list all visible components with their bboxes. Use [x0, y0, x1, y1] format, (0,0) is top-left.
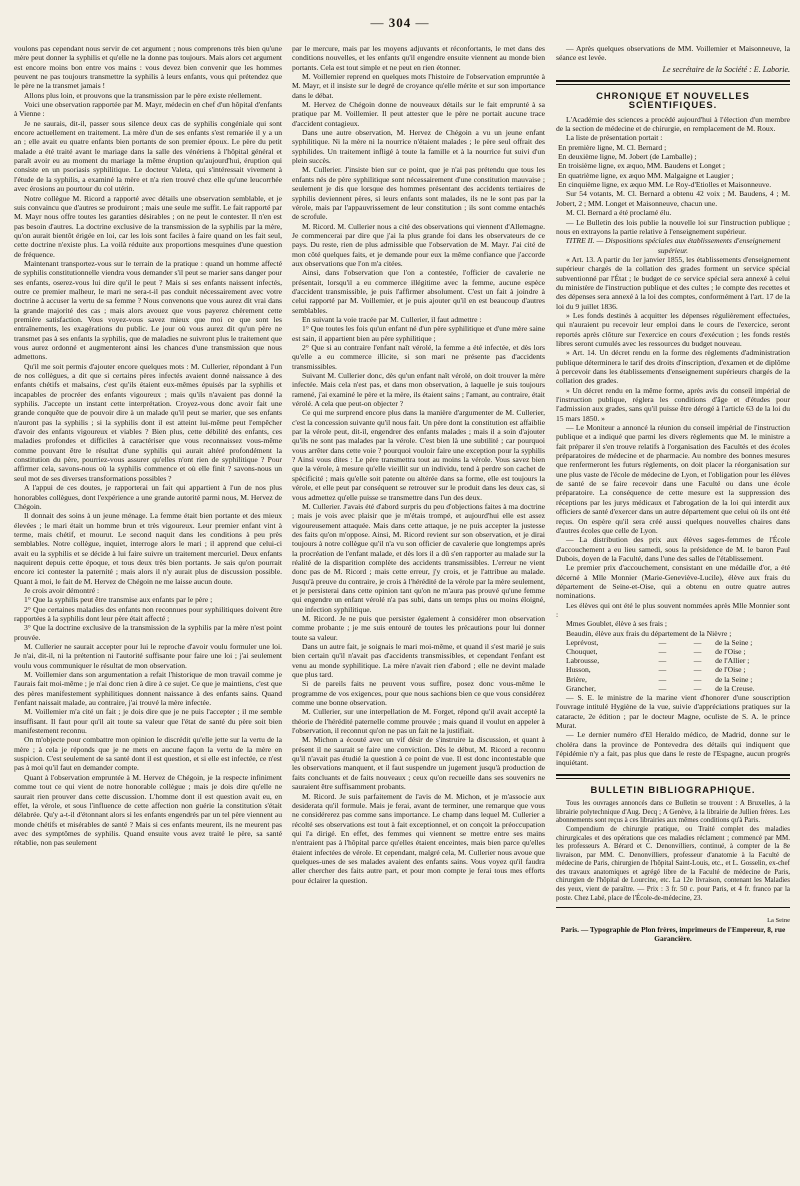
- ditto-mark: —: [693, 637, 702, 647]
- table-row: [556, 684, 790, 693]
- footer-city: La Seine: [767, 917, 790, 925]
- footer-printer: Paris. — Typographie de Plon frères, imprimeurs de l'Empereur, 8, rue Garancière.: [560, 925, 786, 944]
- table-row: [556, 629, 790, 638]
- divider: [556, 774, 790, 779]
- paragraph: M. Michon a écouté avec un vif désir de s'instruire la discussion, et quant à présent il ne saurait se faire une conviction. Dès le début, M. Ricord a reconnu qu'il n'avait pas étudié la question à ce point de vue. Il est donc incontestable que les observations manquent, et il faut suspendre un jugement jusqu'à production de faits concluants et de faits nouveaux ; ceux qu'on recueille dans ses souvenirs ne sauraient être suffisamment probants.: [292, 735, 545, 792]
- ditto-mark: —: [658, 647, 667, 657]
- paragraph: Allons plus loin, et prouvons que la transmission par le père existe réellement.: [24, 90, 262, 100]
- paragraph: M. Voillemier dans son argumentation a refait l'historique de mon travail comme je l'aurais fait moi-même ; je n'ai donc rien à dire à ce sujet. Ce que je maintiens, c'est que des pères manifestement syphilitiques donnent naissance à des enfants sains. Quand l'enfant naissait malade, au contraire, j'ai trouvé la mère infectée.: [14, 670, 282, 708]
- law-title: TITRE II. — Dispositions spéciales aux établissements d'enseignement supérieur.: [565, 236, 781, 255]
- paragraph: Dans une autre observation, M. Hervez de Chégoin a vu un jeune enfant syphilitique. Ni la mère ni la nourrice n'étaient malades ; le père seul offrait des syphilides. Un traitement infligé à toute la famille et à la nourrice fut suivi d'un plein succès.: [292, 128, 545, 166]
- paragraph: On m'objecte pour combattre mon opinion le discrédit qu'elle jette sur la vertu de la mère ; à cela je réponds que je ne mets en aucune façon la vertu de la mère en suspicion. C'est seulement de sa santé dont il est question, et si elle est infectée, ce n'est pas à moi qu'il faut en demander compte.: [14, 735, 282, 773]
- nominee-dep: élève aux frais du département de la Nièvre ;: [595, 628, 732, 638]
- paragraph: voulons pas cependant nous servir de cet argument ; nous comprenons très bien qu'une mère peut donner la syphilis et qu'elle ne la donne pas toujours. Mais alors cet argument est encore moins bon entre vos mains : vous devez bien convenir que les hommes peuvent ne pas toujours transmettre la syphilis à leurs enfants, vous qui prétendez que le père ne la transmet jamais !: [14, 44, 282, 91]
- list-item: En quatrième ligne, ex æquo MM. Malgaigne et Laugier ;: [558, 170, 734, 180]
- paragraph: M. Ricord. Je suis parfaitement de l'avis de M. Michon, et je m'associe aux desiderata qu'il formule. Mais je ferai, avant de terminer, une remarque que vous ne considérerez pas comme sans importance. Le champ dans lequel M. Cullerier a récolté ses observations est tout à fait exceptionnel, et on conçoit la préoccupation qui l'a dirigé. En effet, des femmes qui viennent se mettre entre ses mains n'entraient pas à l'hôpital parce qu'elles étaient enceintes, mais bien parce qu'elles étaient infectées de vérole. Et cependant, malgré cela, M. Cullerier nous avoue que quelques-unes de ses malades avaient des enfants sains. Vous voyez qu'il faudra aller chercher des faits autre part, et pour mon compte je ferai tous mes efforts pour éclairer la question.: [292, 791, 545, 885]
- ditto-mark: —: [658, 637, 667, 647]
- bulletin-intro: Tous les ouvrages annoncés dans ce Bulletin se trouvent : A Bruxelles, à la librairie polytechnique d'Aug. Decq ; A Genève, à la librairie de Jullien frères. Les abonnements sont reçus à ces librairies aux mêmes conditions qu'à Paris.: [556, 799, 790, 825]
- list-item: En deuxième ligne, M. Jobert (de Lamballe) ;: [558, 152, 697, 162]
- paragraph: « Art. 13. A partir du 1er janvier 1855, les établissements d'enseignement supérieur chargés de la collation des grades forment un service spécial subventionné par l'État ; le budget de ce service spécial sera annexé à celui du ministère de l'instruction publique et des cultes ; le compte des recettes et des dépenses sera annexé à la loi des comptes, conformément à l'art. 17 de la loi du 9 juillet 1836.: [556, 254, 790, 311]
- list-item: En première ligne, M. Cl. Bernard ;: [558, 142, 667, 152]
- paragraph: M. Cullerier. J'insiste bien sur ce point, que je n'ai pas prétendu que tous les enfants nés de père syphilitique sont nécessairement d'une constitution mauvaise ; seulement je dis que lorsque des hommes présentant des accidents tertiaires de syphilis deviennent pères, si leurs enfants sont malades, ils ne le sont pas par la vérole, mais par l'appauvrissement de leur constitution ; ils sont comme entachés de scrofule.: [292, 165, 545, 222]
- paragraph: Le premier prix d'accouchement, consistant en une médaille d'or, a été décerné à Mlle Monnier (Marie-Geneviève-Lucile), élève aux frais du département de Seine-et-Oise, qui a obtenu en outre quatre autres nominations.: [556, 563, 790, 601]
- table-row: [556, 675, 790, 684]
- paragraph: Suivant M. Cullerier donc, dès qu'un enfant naît vérolé, on doit trouver la mère infectée. Mais cela n'est pas, et dans mon observation, à laquelle je suis toujours ramené, j'ai examiné le père et la mère, ils étaient sains ; l'amant, au contraire, était vérolé. A cela que peut-on objecter ?: [292, 371, 545, 409]
- column-2: [292, 44, 545, 1172]
- ditto-mark: —: [658, 674, 667, 684]
- candidate-list: [556, 143, 790, 190]
- paragraph: 3° Que la doctrine exclusive de la transmission de la syphilis par la mère n'est point prouvée.: [14, 623, 282, 642]
- paragraph: Je crois avoir démontré :: [24, 585, 100, 595]
- divider: [556, 80, 790, 85]
- nominee-name: Chouquet,: [566, 647, 598, 657]
- ditto-mark: —: [693, 665, 702, 675]
- ditto-mark: —: [693, 683, 702, 693]
- paragraph: » Un décret rendu en la même forme, après avis du conseil impérial de l'instruction publique, réglera les conditions d'âge et d'études pour l'admission aux grades, sans qu'il puisse être dérogé à l'article 63 de la loi du 15 mars 1850. »: [556, 385, 790, 423]
- table-row: [556, 647, 790, 656]
- paragraph: par le mercure, mais par les moyens adjuvants et réconfortants, le met dans des conditions nouvelles, et les enfants qu'il engendre ensuite viennent au monde bien portants. Cela est tout simple et ne peut en rien étonner.: [292, 44, 545, 72]
- paragraph: M. Voillemier reprend en quelques mots l'histoire de l'observation empruntée à M. Mayr, et il insiste sur le degré de croyance qu'elle mérite et sur son importance dans le débat.: [292, 72, 545, 100]
- divider: [556, 907, 790, 908]
- paragraph: La liste de présentation portait :: [566, 133, 663, 143]
- nominee-dep: de la Seine ;: [715, 674, 753, 684]
- list-item: En troisième ligne, ex æquo, MM. Baudens et Longet ;: [558, 161, 726, 171]
- paragraph: M. Cullerier. J'avais été d'abord surpris du peu d'objections faites à ma doctrine ; mais je vois avec plaisir que je m'étais trompé, et aujourd'hui elle est assez vigoureusement attaquée. Mais dans cette attaque, je ne puis accepter la justesse des faits qu'on m'oppose. Ainsi, M. Ricord revient sur son observation, et je dirai toujours à notre collègue qu'il n'a vu son officier de cavalerie que longtemps après la procréation de l'enfant malade, et dès lors il a dû s'en rapporter au malade sur la réalité de la disparition complète des accidents transmissibles. L'erreur ne vient donc pas de M. Ricord ; mais cette erreur, j'y crois, et je l'attribue au malade. Jusqu'à preuve du contraire, je crois à l'hérédité de la vérole par la mère seulement, et je persisterai dans cette opinion tant qu'on ne m'aura pas prouvé qu'une femme qui engendre un enfant vérolé n'a pas subi, dans un temps plus ou moins éloigné, une infection syphilitique.: [292, 501, 545, 614]
- paragraph: M. Ricord. M. Cullerier nous a cité des observations qui viennent d'Allemagne. Je commencerai par dire que j'ai la plus grande foi dans les observateurs de ce pays. Du reste, rien de plus admissible que l'observation de M. Mayr. J'ai cité de mon côté quelques faits, et je demande pour eux la même confiance que j'accorde aux observations que l'on m'a citées.: [292, 221, 545, 268]
- page-number: — 304 —: [0, 15, 800, 31]
- nominee-name: Beaudin,: [566, 628, 594, 638]
- ditto-mark: —: [658, 683, 667, 693]
- paragraph: 2° Que si au contraire l'enfant naît vérolé, la femme a été infectée, et dès lors qu'elle a eu commerce illicite, si son mari ne présente pas d'accidents transmissibles.: [292, 343, 545, 371]
- paragraph: Ainsi, dans l'observation que l'on a contestée, l'officier de cavalerie ne présentait, lorsqu'il a eu commerce illégitime avec la femme, aucune espèce d'accident transmissible, je puis l'affirmer absolument. C'est un fait à joindre à celui rapporté par M. Voillemier, et je puis ajouter qu'il en est beaucoup d'autres semblables.: [292, 268, 545, 315]
- paragraph: — Le Moniteur a annoncé la réunion du conseil impérial de l'instruction publique et a indiqué que parmi les divers règlements que M. le ministre a fait préparer il s'en trouve relatifs à l'organisation des Facultés et des écoles préparatoires de médecine et de pharmacie. Au nombre des bonnes mesures que renfermeront les futurs règlements, on doit placer la réorganisation sur une plus vaste de l'école de médecine de Lyon, et l'obligation pour les élèves de santé de se faire recevoir dans une Faculté ou dans une école préparatoire. La conséquence de cette mesure est la suppression des réceptions par les jurys médicaux et l'abrogation de la loi qui interdit aux officiers de santé d'exercer dans un autre département que celui où ils ont été reçus. On espère qu'il sera créé aussi quelques nouvelles chaires dans d'autres écoles que celle de Lyon.: [556, 423, 790, 535]
- table-row: [556, 656, 790, 665]
- paragraph: Il donnait des soins à un jeune ménage. La femme était bien portante et des mieux élevées ; le mari était un homme brun et très vigoureux. Leur premier enfant vint à terme, mais chétif, et mourut. Le second naquit dans les conditions à peu près semblables. Notre collègue, inquiet, interroge alors le mari ; il apprend que celui-ci avait eu la syphilis et se décide à lui faire suivre un traitement mercuriel. Deux enfants naquirent depuis cette époque, et tous deux très bien portants. Je sais qu'on pourrait encore ici contester la paternité ; mais alors il n'y aurait plus de discussion possible. Quant à moi, le fait de M. Hervez de Chégoin ne me laisse aucun doute.: [14, 511, 282, 586]
- bulletin-title: BULLETIN BIBLIOGRAPHIQUE.: [590, 783, 756, 795]
- closing-note: — Après quelques observations de MM. Voillemier et Maisonneuve, la séance est levée.: [556, 44, 790, 63]
- paragraph: — S. E. le ministre de la marine vient d'honorer d'une souscription l'ouvrage intitulé Hygiène de la vue, suivie d'appréciations pratiques sur la cataracte, 2e édition ; par le docteur Magne, oculiste de S. A. le prince Murat.: [556, 693, 790, 731]
- column-1: [14, 44, 282, 1172]
- nominee-name: Husson,: [566, 665, 591, 675]
- paragraph: » Les fonds destinés à acquitter les dépenses régulièrement effectuées, qui n'auraient pu recevoir leur emploi dans le cours de l'exercice, seront reportés après clôture sur l'exercice en cours d'exécution ; les fonds restés libres seront cumulés avec les ressources du budget nouveau.: [556, 310, 790, 348]
- nominee-name: Brière,: [566, 674, 587, 684]
- nominee-dep: de la Seine ;: [715, 637, 753, 647]
- paragraph: En suivant la voie tracée par M. Cullerier, il faut admettre :: [302, 314, 482, 324]
- table-row: [556, 665, 790, 674]
- ditto-mark: —: [658, 656, 667, 666]
- paragraph: Les élèves qui ont été le plus souvent nommées après Mlle Monnier sont :: [556, 600, 790, 619]
- paragraph: 1° Que toutes les fois qu'un enfant né d'un père syphilitique et d'une mère saine est sain, il appartient bien au père syphilitique ;: [292, 324, 545, 343]
- paragraph: — Le dernier numéro d'El Heraldo médico, de Madrid, donne sur le choléra dans la province de Pontevedra des détails qui indiquent que l'épidémie n'y a fait, pas plus que dans le reste de l'Espagne, aucun progrès inquiétant.: [556, 730, 790, 768]
- paragraph: M. Cullerier, sur une interpellation de M. Forget, répond qu'il avait accepté la théorie de l'hérédité paternelle comme prouvée ; mais quand il voulut en appeler à l'observation, il reconnut qu'on ne pas un fait ne la justifiait.: [292, 707, 545, 736]
- nominee-name: Grancher,: [566, 683, 596, 693]
- nominee-table: [556, 629, 790, 693]
- paragraph: Dans un autre fait, je soignais le mari moi-même, et quand il s'est marié je suis bien certain qu'il n'avait pas d'accidents transmissibles, et cependant l'enfant est venu au monde syphilitique. La mère n'avait rien d'abord ; elle ne devint malade que plus tard.: [292, 642, 545, 680]
- column-3: [556, 44, 790, 1172]
- nominee-dep: de l'Oise ;: [715, 647, 746, 657]
- paragraph: M. Voillemier m'a cité un fait ; je dois dire que je ne puis l'accepter ; il me semble insuffisant. Il faut pour qu'il ait toute sa valeur que l'état de santé du père soit bien manifestement reconnu.: [14, 707, 282, 736]
- paragraph: Sur 54 votants, M. Cl. Bernard a obtenu 42 voix ; M. Baudens, 4 ; M. Jobert, 2 ; MM. Longet et Maisonneuve, chacun une.: [556, 189, 790, 208]
- paragraph: M. Cullerier ne saurait accepter pour lui le reproche d'avoir voulu formuler une loi. Je n'ai, dit-il, ni la prétention ni l'autorité suffisante pour faire une loi ; j'ai seulement voulu vous communiquer le résultat de mon observation.: [14, 642, 282, 670]
- paragraph: Mmes Goublet, élève à ses frais ;: [566, 619, 668, 629]
- nominee-name: Labrousse,: [566, 656, 600, 666]
- ditto-mark: —: [693, 656, 702, 666]
- paragraph: Quant à l'observation empruntée à M. Hervez de Chégoin, je la respecte infiniment comme tout ce qui vient de notre honorable collègue ; mais je dois dire qu'elle ne saurait rien prouver dans cette discussion. L'homme dont il est question avait eu, en effet, la vérole, et sous l'influence de cette affection non guérie la constitution s'était délabrée. Qu'y a-t-il d'étonnant alors si les enfants engendrés par un tel père viennent au monde chétifs et misérables de santé ? Mais si ces enfants meurent, ils ne meurent pas avec des symptômes de syphilis. Quand ensuite vous avez traité le père, sa santé rétablie, non pas seulement: [14, 772, 282, 848]
- printer-footer: [556, 916, 790, 943]
- paragraph: 1° Que la syphilis peut être transmise aux enfants par le père ;: [24, 595, 213, 605]
- nominee-dep: de l'Oise ;: [715, 665, 746, 675]
- paragraph: Si de pareils faits ne peuvent vous suffire, posez donc vous-même le programme de vos exigences, pour que nous sachions bien ce que vous considérez comme une bonne observation.: [292, 679, 545, 708]
- paragraph: — Le Bulletin des lois publie la nouvelle loi sur l'instruction publique ; nous en extrayons la partie relative à l'enseignement supérieur.: [556, 217, 790, 236]
- nominee-dep: de l'Allier ;: [715, 656, 750, 666]
- paragraph: A l'appui de ces doutes, je rapporterai un fait qui appartient à l'un de nos plus honorables collègues, dont l'expérience a une grande autorité parmi nous, M. Hervez de Chégoin.: [14, 483, 282, 511]
- paragraph: L'Académie des sciences a procédé aujourd'hui à l'élection d'un membre de la section de médecine et de chirurgie, en remplacement de M. Roux.: [556, 114, 790, 134]
- paragraph: M. Ricord. Je ne puis que persister également à considérer mon observation comme probante ; je me suis entouré de toutes les précautions pour lui donner toute sa valeur.: [292, 613, 545, 642]
- paragraph: Ce qui me surprend encore plus dans la manière d'argumenter de M. Cullerier, c'est la concession suivante qu'il nous fait. Un père dont la constitution est affaiblie par la vérole peut, dit-il, engendrer des enfants malades ; mais il a soin d'ajouter qu'ils ne sont pas malades par la vérole. C'est bien là une subtilité ; car pourquoi vous arrêter dans cette voie ? pourquoi vouloir faire une exception pour la syphilis ? Ainsi vous dites : Le père transmettra tout au moins la vérole. Vous savez bien que la vérole, à mesure qu'elle vieillit sur un individu, tend à perdre son cachet de spécificité ; mais qu'elle soit patente ou altérée dans sa forme, elle est toujours la vérole, et elle peut par conséquent se retrouver sur le produit dans les deux cas, si vous admettez qu'elle puisse se transmettre dans l'un des deux.: [292, 408, 545, 502]
- chronique-title: CHRONIQUE ET NOUVELLES SCIENTIFIQUES.: [596, 90, 750, 111]
- secretary-signature: Le secrétaire de la Société : E. Laborie.: [662, 64, 790, 74]
- nominee-dep: de la Creuse.: [715, 683, 755, 693]
- paragraph: Maintenant transportez-vous sur le terrain de la pratique : quand un homme affecté de syphilis constitutionnelle viendra vous demander s'il peut se marier sans danger pour ses enfants, oserez-vous lui dire qu'il le peut ? Mais si ses enfants naissent infectés, outre ce premier malheur, le mari ne sera-t-il pas conduit nécessairement avec votre doctrine à accuser la vertu de sa femme ? Nous convenons que vous aurez dit vrai dans la grande majorité des cas ; mais alors avouez que vous payerez chèrement cette première satisfaction. Vous voyez-vous savez mieux que moi ce que sont les entraînements, les exagérations du public. Le jour où vous aurez dit qu'un père ne transmet pas à ses enfants la syphilis, que de maladies ne suivront plus le traitement que vous aurez ordonné et augmenteront ainsi les chances d'une transmission que nous admettons.: [14, 258, 282, 362]
- ditto-mark: —: [693, 647, 702, 657]
- nominee-name: Leprévost,: [566, 637, 599, 647]
- table-row: [556, 638, 790, 647]
- paragraph: Qu'il me soit permis d'ajouter encore quelques mots : M. Cullerier, répondant à l'un de nos collègues, a dit que si certains pères infectés avaient donné naissance à des enfants chétifs et malsains, c'est qu'ils étaient eux-mêmes épuisés par la syphilis et incapables de procréer des enfants vigoureux ; mais qu'ils n'avaient pas donné la syphilis. J'accepte un instant cette interprétation. Croyez-vous donc avoir fait une grande conquête que de pouvoir dire à un malade qu'il peut se marier, que ses enfants n'auront pas la syphilis ; si la syphilis dont il est atteint lui-même peut l'empêcher d'avoir des enfants vigoureux et viables ? Bien plus, cette débilité des enfants, ces maladies profondes et difficiles à caractériser que vous reconnaissez vous-même comme pouvant être le résultat d'une syphilis qui aurait altéré profondément la constitution du père, pourriez-vous assurer qu'elles n'ont rien de syphilitique ? Pour affirmer cela, savons-nous où la syphilis commence et où elle finit ? savons-nous un seul mot de ses diverses transformations possibles ?: [14, 361, 282, 483]
- list-item: En cinquième ligne, ex æquo MM. Le Roy-d'Etiolles et Maisonneuve.: [558, 180, 772, 190]
- paragraph: Je ne saurais, dit-il, passer sous silence deux cas de syphilis congéniale qui sont encore actuellement en traitement. La mère d'un de ses enfants s'est remariée il y a un an ; elle avait eu quatre enfants bien portants de son premier époux. Le père du petit malade a été traité avant le mariage dans la salle des vénériens à l'hôpital général et paraît avoir eu au moment du mariage la même éruption qu'aujourd'hui, éruption qui consiste en un psoriasis syphilitique. Le docteur Valeta, qui s'intéressait vivement à l'étude de la syphilis, a examiné la mère et n'a rien trouvé chez elle qu'une leucorrhée avec érosions au pourtour du col utérin.: [14, 118, 282, 194]
- paragraph: Voici une observation rapportée par M. Mayr, médecin en chef d'un hôpital d'enfants à Vienne :: [14, 100, 282, 119]
- paragraph: Notre collègue M. Ricord a rapporté avec détails une observation semblable, et je suis convaincu que d'autres se produiront ; mais une seule me suffit. Le fait rapporté par M. Mayr nous offre toutes les garanties désirables ; on ne peut le contester. Il n'en est pas besoin d'autres. La doctrine exclusive de la transmission de la syphilis par la mère, qu'on aurait bientôt érigée en loi, car les lois sont faciles à faire quand on les fait seul, cette doctrine n'existe plus. La voilà réduite aux proportions mesquines d'une question de fréquence.: [14, 193, 282, 259]
- paragraph: M. Hervez de Chégoin donne de nouveaux détails sur le fait emprunté à sa pratique par M. Voillemier. Il peut attester que le père ne portait aucune trace d'accident contagieux.: [292, 100, 545, 128]
- paragraph: — La distribution des prix aux élèves sages-femmes de l'École d'accouchement a eu lieu samedi, sous la présidence de M. le baron Paul Dubois, doyen de la Faculté, dans l'une des salles de l'établissement.: [556, 535, 790, 563]
- ditto-mark: —: [658, 665, 667, 675]
- paragraph: M. Cl. Bernard a été proclamé élu.: [566, 208, 672, 218]
- paragraph: 2° Que certaines maladies des enfants non reconnues pour syphilitiques doivent être rapportées à la syphilis dont leur père était affecté ;: [14, 604, 282, 623]
- ditto-mark: —: [693, 674, 702, 684]
- bibliography-entry: Compendium de chirurgie pratique, ou Traité complet des maladies chirurgicales et des opérations que ces maladies réclament ; commencé par MM. les professeurs A. Bérard et C. Denonvilliers, continué, à compter de la 8e livraison, par MM. C. Denonvilliers, professeur d'anatomie à la Faculté de médecine de Paris, chirurgien de l'hôpital Saint-Louis, etc., et L. Gosselin, ex-chef des travaux anatomiques et agrégé libre de la Faculté de médecine de Paris, chirurgien de l'hôpital de Lourcine, etc. La 12e livraison, contenant les Maladies des yeux, vient de paraître. — Prix : 3 fr. 50 c. pour Paris, et 4 fr. franco par la poste. Chez Labé, place de l'École-de-médecine, 23.: [556, 824, 790, 902]
- paragraph: » Art. 14. Un décret rendu en la forme des règlements d'administration publique déterminera le tarif des droits d'inscription, d'examen et de diplôme à percevoir dans les établissements d'enseignement supérieurs chargés de la collation des grades.: [556, 348, 790, 386]
